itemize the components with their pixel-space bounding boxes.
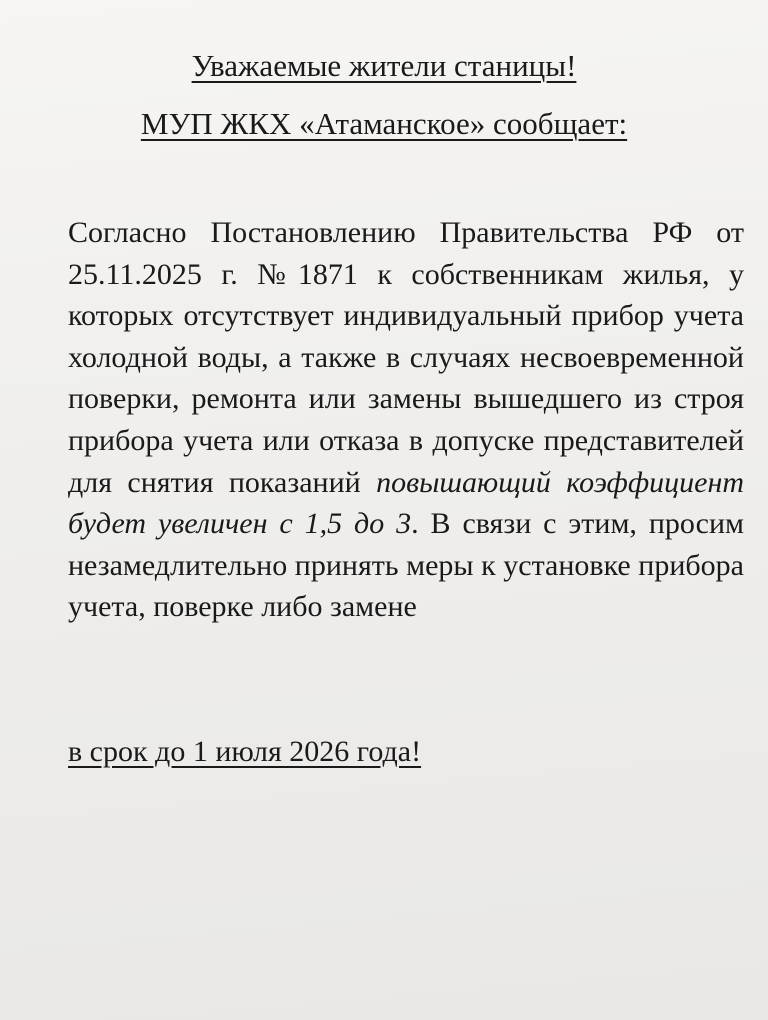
greeting-heading: Уважаемые жители станицы! (191, 48, 577, 83)
body-text-end: . В связи с этим, просим незамедлительно принять меры к установке прибора учета, поверке либо замене (68, 507, 744, 624)
body-text-start: Согласно Постановлению Правительства РФ от 25.11.2025 г. №1871 к собственникам жилья, у которых отсутствует индивидуальный прибор учета холодной воды, а также в случаях несвоевременной поверки, ремонта или замены вышедшего из строя прибора учета или отказа в допуске представителей для снятия показаний (68, 216, 744, 499)
body-text-emphasis: повышающий коэффициент будет увеличен с 1,5 до 3 (68, 465, 744, 541)
announcer-heading: МУП ЖКХ «Атаманское» сообщает: (140, 106, 628, 141)
deadline-text: в срок до 1 июля 2026 года! (68, 735, 422, 768)
notice-body (68, 212, 744, 628)
